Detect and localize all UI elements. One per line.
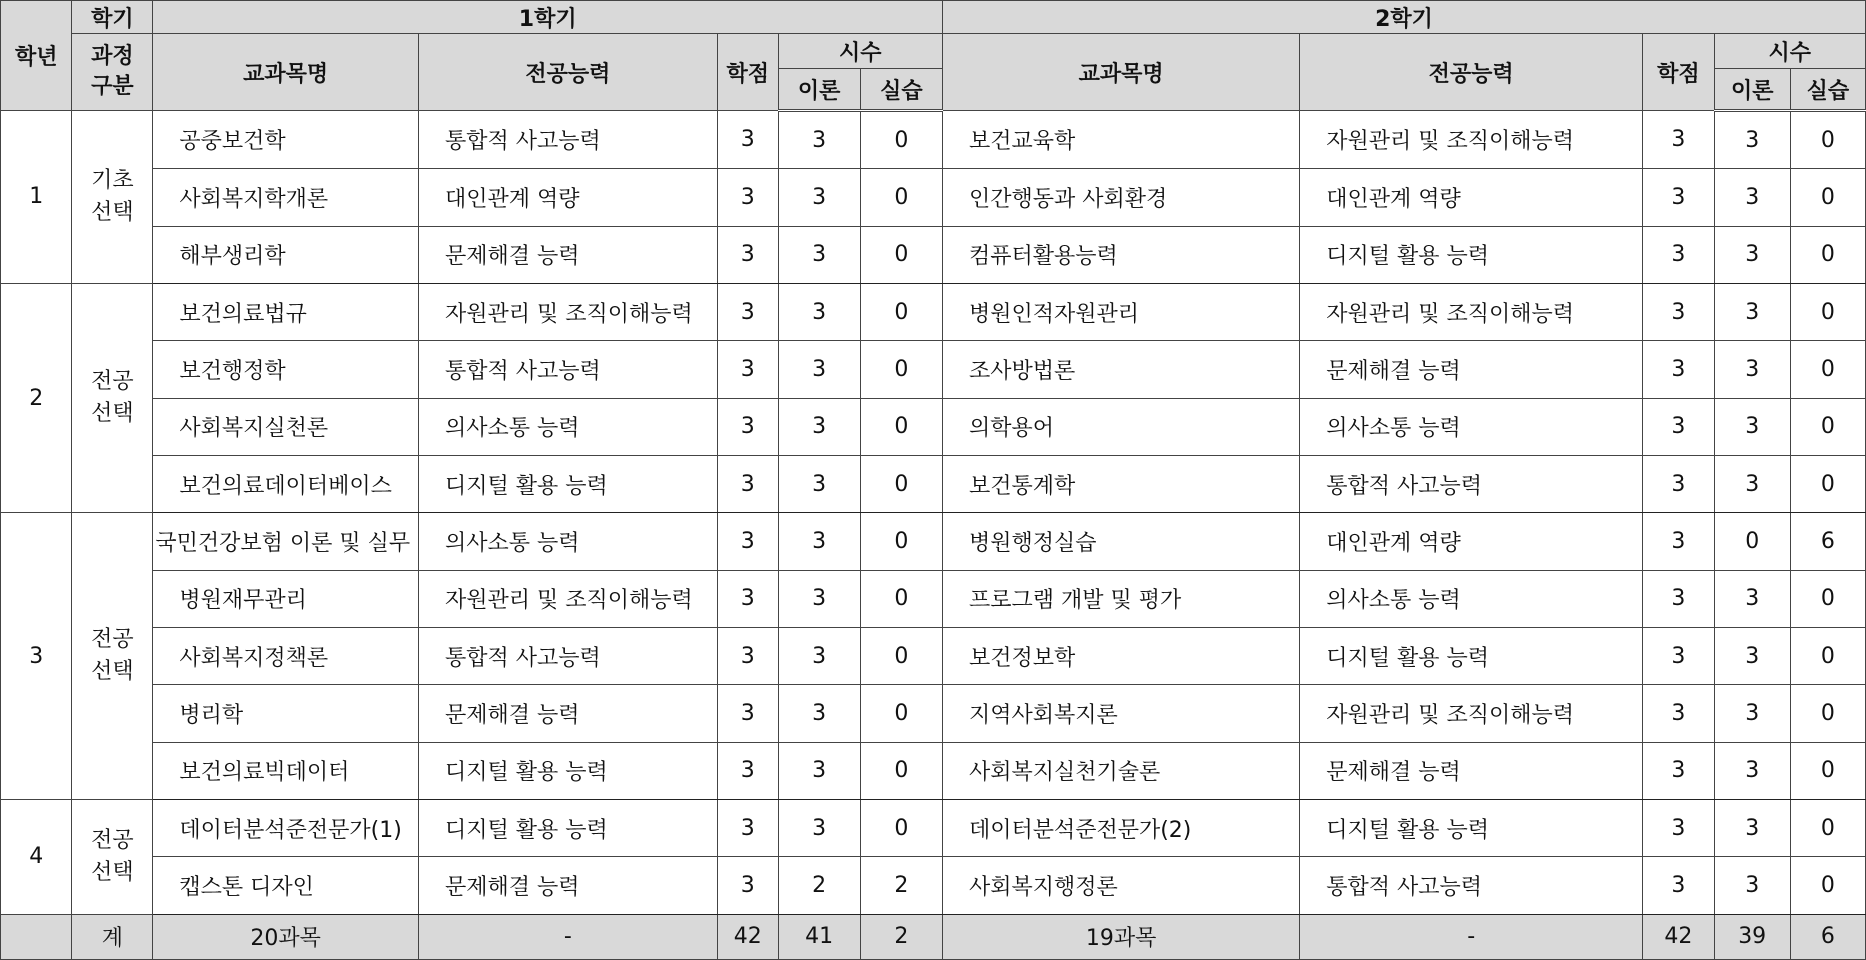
s1-theory-hours: 3 xyxy=(778,513,860,570)
s1-practice-hours: 0 xyxy=(860,398,942,455)
s1-course-name: 병리학 xyxy=(153,685,419,742)
s2-course-name: 보건정보학 xyxy=(942,627,1299,684)
s1-total-theory: 41 xyxy=(778,914,860,959)
s2-credit: 3 xyxy=(1643,226,1714,283)
s2-total-theory: 39 xyxy=(1714,914,1790,959)
s1-competency: 통합적 사고능력 xyxy=(418,627,717,684)
header-s1-practice: 실습 xyxy=(860,69,942,111)
total-label: 계 xyxy=(72,914,153,959)
s2-practice-hours: 0 xyxy=(1790,685,1865,742)
s2-course-name: 보건교육학 xyxy=(942,111,1299,169)
s1-competency: 디지털 활용 능력 xyxy=(418,799,717,856)
s2-theory-hours: 3 xyxy=(1714,169,1790,226)
s2-competency: 자원관리 및 조직이해능력 xyxy=(1300,111,1643,169)
s2-course-name: 지역사회복지론 xyxy=(942,685,1299,742)
s1-competency: 문제해결 능력 xyxy=(418,857,717,914)
s2-competency: 문제해결 능력 xyxy=(1300,742,1643,799)
s1-theory-hours: 3 xyxy=(778,685,860,742)
s1-credit: 3 xyxy=(717,799,778,856)
s2-competency: 디지털 활용 능력 xyxy=(1300,226,1643,283)
s1-practice-hours: 0 xyxy=(860,111,942,169)
s1-competency: 디지털 활용 능력 xyxy=(418,455,717,512)
s1-practice-hours: 0 xyxy=(860,283,942,340)
table-row xyxy=(1,685,1866,742)
table-row xyxy=(1,283,1866,340)
s2-competency: 통합적 사고능력 xyxy=(1300,857,1643,914)
s1-theory-hours: 3 xyxy=(778,799,860,856)
s1-theory-hours: 3 xyxy=(778,570,860,627)
s2-course-name: 컴퓨터활용능력 xyxy=(942,226,1299,283)
s2-practice-hours: 0 xyxy=(1790,627,1865,684)
s2-credit: 3 xyxy=(1643,111,1714,169)
table-row xyxy=(1,169,1866,226)
header-s2-practice: 실습 xyxy=(1790,69,1865,111)
s1-theory-hours: 3 xyxy=(778,283,860,340)
s2-competency: 통합적 사고능력 xyxy=(1300,455,1643,512)
s1-practice-hours: 0 xyxy=(860,799,942,856)
s2-competency: 대인관계 역량 xyxy=(1300,513,1643,570)
s2-practice-hours: 0 xyxy=(1790,455,1865,512)
s1-practice-hours: 0 xyxy=(860,169,942,226)
s2-credit: 3 xyxy=(1643,799,1714,856)
s2-theory-hours: 3 xyxy=(1714,341,1790,398)
s1-total-competency: - xyxy=(418,914,717,959)
s2-total-practice: 6 xyxy=(1790,914,1865,959)
grade-cell: 4 xyxy=(1,799,72,914)
s1-credit: 3 xyxy=(717,398,778,455)
s1-theory-hours: 3 xyxy=(778,169,860,226)
s2-theory-hours: 3 xyxy=(1714,398,1790,455)
s2-credit: 3 xyxy=(1643,742,1714,799)
s1-competency: 자원관리 및 조직이해능력 xyxy=(418,283,717,340)
category-cell: 전공 선택 xyxy=(72,799,153,914)
s2-course-name: 보건통계학 xyxy=(942,455,1299,512)
s1-practice-hours: 0 xyxy=(860,685,942,742)
s1-theory-hours: 2 xyxy=(778,857,860,914)
table-row xyxy=(1,627,1866,684)
s2-theory-hours: 3 xyxy=(1714,283,1790,340)
s1-theory-hours: 3 xyxy=(778,111,860,169)
s1-theory-hours: 3 xyxy=(778,627,860,684)
s2-theory-hours: 0 xyxy=(1714,513,1790,570)
s2-credit: 3 xyxy=(1643,513,1714,570)
table-body xyxy=(1,111,1866,960)
s2-competency: 디지털 활용 능력 xyxy=(1300,627,1643,684)
s1-course-name: 보건의료데이터베이스 xyxy=(153,455,419,512)
s1-course-name: 병원재무관리 xyxy=(153,570,419,627)
s2-competency: 의사소통 능력 xyxy=(1300,570,1643,627)
s1-competency: 의사소통 능력 xyxy=(418,398,717,455)
s1-course-name: 사회복지정책론 xyxy=(153,627,419,684)
header-s1-theory: 이론 xyxy=(778,69,860,111)
s1-competency: 문제해결 능력 xyxy=(418,685,717,742)
s2-competency: 자원관리 및 조직이해능력 xyxy=(1300,283,1643,340)
s2-credit: 3 xyxy=(1643,857,1714,914)
s1-theory-hours: 3 xyxy=(778,742,860,799)
s2-theory-hours: 3 xyxy=(1714,742,1790,799)
s2-course-name: 병원인적자원관리 xyxy=(942,283,1299,340)
s1-course-name: 국민건강보험 이론 및 실무 xyxy=(153,513,419,570)
table-row xyxy=(1,570,1866,627)
table-header xyxy=(1,1,1866,111)
s1-theory-hours: 3 xyxy=(778,398,860,455)
table-row xyxy=(1,455,1866,512)
s1-competency: 자원관리 및 조직이해능력 xyxy=(418,570,717,627)
table-row xyxy=(1,226,1866,283)
grade-cell: 2 xyxy=(1,283,72,512)
table-row xyxy=(1,857,1866,914)
s1-competency: 대인관계 역량 xyxy=(418,169,717,226)
table-row xyxy=(1,341,1866,398)
header-semester-2: 2학기 xyxy=(942,1,1865,34)
s1-credit: 3 xyxy=(717,742,778,799)
s2-practice-hours: 0 xyxy=(1790,341,1865,398)
table-row xyxy=(1,799,1866,856)
s1-course-name: 데이터분석준전문가(1) xyxy=(153,799,419,856)
s2-credit: 3 xyxy=(1643,570,1714,627)
table-row xyxy=(1,742,1866,799)
s2-competency: 자원관리 및 조직이해능력 xyxy=(1300,685,1643,742)
s2-total-competency: - xyxy=(1300,914,1643,959)
s2-practice-hours: 0 xyxy=(1790,283,1865,340)
s2-practice-hours: 0 xyxy=(1790,857,1865,914)
s1-credit: 3 xyxy=(717,283,778,340)
s1-theory-hours: 3 xyxy=(778,341,860,398)
s2-competency: 대인관계 역량 xyxy=(1300,169,1643,226)
s1-competency: 의사소통 능력 xyxy=(418,513,717,570)
s1-competency: 통합적 사고능력 xyxy=(418,111,717,169)
s1-practice-hours: 0 xyxy=(860,627,942,684)
s1-practice-hours: 0 xyxy=(860,570,942,627)
s2-credit: 3 xyxy=(1643,283,1714,340)
s2-practice-hours: 0 xyxy=(1790,799,1865,856)
s2-course-name: 조사방법론 xyxy=(942,341,1299,398)
s2-practice-hours: 0 xyxy=(1790,111,1865,169)
s1-practice-hours: 0 xyxy=(860,226,942,283)
table-row xyxy=(1,398,1866,455)
header-s1-competency: 전공능력 xyxy=(418,34,717,111)
s2-course-name: 데이터분석준전문가(2) xyxy=(942,799,1299,856)
s1-credit: 3 xyxy=(717,226,778,283)
s2-credit: 3 xyxy=(1643,341,1714,398)
s1-course-name: 캡스톤 디자인 xyxy=(153,857,419,914)
s1-credit: 3 xyxy=(717,685,778,742)
s1-credit: 3 xyxy=(717,570,778,627)
s2-credit: 3 xyxy=(1643,627,1714,684)
s1-course-name: 보건행정학 xyxy=(153,341,419,398)
grade-cell: 1 xyxy=(1,111,72,284)
s1-course-name: 보건의료법규 xyxy=(153,283,419,340)
s1-competency: 디지털 활용 능력 xyxy=(418,742,717,799)
header-s2-theory: 이론 xyxy=(1714,69,1790,111)
s2-credit: 3 xyxy=(1643,398,1714,455)
s1-practice-hours: 0 xyxy=(860,455,942,512)
s2-theory-hours: 3 xyxy=(1714,857,1790,914)
s2-competency: 디지털 활용 능력 xyxy=(1300,799,1643,856)
s2-practice-hours: 0 xyxy=(1790,742,1865,799)
s1-total-count: 20과목 xyxy=(153,914,419,959)
s2-practice-hours: 6 xyxy=(1790,513,1865,570)
category-cell: 기초 선택 xyxy=(72,111,153,284)
s2-total-count: 19과목 xyxy=(942,914,1299,959)
header-s2-competency: 전공능력 xyxy=(1300,34,1643,111)
grade-cell: 3 xyxy=(1,513,72,800)
s1-credit: 3 xyxy=(717,341,778,398)
s2-theory-hours: 3 xyxy=(1714,111,1790,169)
total-row xyxy=(1,914,1866,959)
s2-competency: 의사소통 능력 xyxy=(1300,398,1643,455)
header-s2-hours: 시수 xyxy=(1714,34,1865,69)
s2-total-credit: 42 xyxy=(1643,914,1714,959)
s2-practice-hours: 0 xyxy=(1790,169,1865,226)
s1-credit: 3 xyxy=(717,169,778,226)
header-s1-credits: 학점 xyxy=(717,34,778,111)
s1-practice-hours: 0 xyxy=(860,341,942,398)
s1-theory-hours: 3 xyxy=(778,455,860,512)
header-s1-hours: 시수 xyxy=(778,34,942,69)
s2-practice-hours: 0 xyxy=(1790,398,1865,455)
s1-credit: 3 xyxy=(717,513,778,570)
s2-course-name: 인간행동과 사회환경 xyxy=(942,169,1299,226)
s2-credit: 3 xyxy=(1643,685,1714,742)
s2-theory-hours: 3 xyxy=(1714,455,1790,512)
header-semester: 학기 xyxy=(72,1,153,34)
s2-practice-hours: 0 xyxy=(1790,570,1865,627)
total-grade-blank xyxy=(1,914,72,959)
header-s2-course-name: 교과목명 xyxy=(942,34,1299,111)
s1-total-credit: 42 xyxy=(717,914,778,959)
s1-total-practice: 2 xyxy=(860,914,942,959)
header-grade: 학년 xyxy=(1,1,72,111)
s2-theory-hours: 3 xyxy=(1714,685,1790,742)
header-semester-1: 1학기 xyxy=(153,1,943,34)
s2-credit: 3 xyxy=(1643,455,1714,512)
s1-course-name: 공중보건학 xyxy=(153,111,419,169)
table-row xyxy=(1,111,1866,169)
s2-theory-hours: 3 xyxy=(1714,799,1790,856)
s2-theory-hours: 3 xyxy=(1714,226,1790,283)
s2-course-name: 사회복지실천기술론 xyxy=(942,742,1299,799)
s2-course-name: 의학용어 xyxy=(942,398,1299,455)
s1-practice-hours: 0 xyxy=(860,513,942,570)
s2-competency: 문제해결 능력 xyxy=(1300,341,1643,398)
s1-credit: 3 xyxy=(717,111,778,169)
s1-practice-hours: 2 xyxy=(860,857,942,914)
s2-course-name: 사회복지행정론 xyxy=(942,857,1299,914)
header-course-type: 과정 구분 xyxy=(72,34,153,111)
s1-competency: 통합적 사고능력 xyxy=(418,341,717,398)
s2-course-name: 프로그램 개발 및 평가 xyxy=(942,570,1299,627)
s2-practice-hours: 0 xyxy=(1790,226,1865,283)
s1-credit: 3 xyxy=(717,455,778,512)
s1-theory-hours: 3 xyxy=(778,226,860,283)
s1-course-name: 사회복지실천론 xyxy=(153,398,419,455)
s2-course-name: 병원행정실습 xyxy=(942,513,1299,570)
s1-course-name: 해부생리학 xyxy=(153,226,419,283)
table-row xyxy=(1,513,1866,570)
header-s1-course-name: 교과목명 xyxy=(153,34,419,111)
category-cell: 전공 선택 xyxy=(72,283,153,512)
header-s2-credits: 학점 xyxy=(1643,34,1714,111)
s1-course-name: 보건의료빅데이터 xyxy=(153,742,419,799)
s1-credit: 3 xyxy=(717,857,778,914)
s1-course-name: 사회복지학개론 xyxy=(153,169,419,226)
category-cell: 전공 선택 xyxy=(72,513,153,800)
s2-theory-hours: 3 xyxy=(1714,570,1790,627)
s2-theory-hours: 3 xyxy=(1714,627,1790,684)
s1-credit: 3 xyxy=(717,627,778,684)
s1-competency: 문제해결 능력 xyxy=(418,226,717,283)
s2-credit: 3 xyxy=(1643,169,1714,226)
s1-practice-hours: 0 xyxy=(860,742,942,799)
